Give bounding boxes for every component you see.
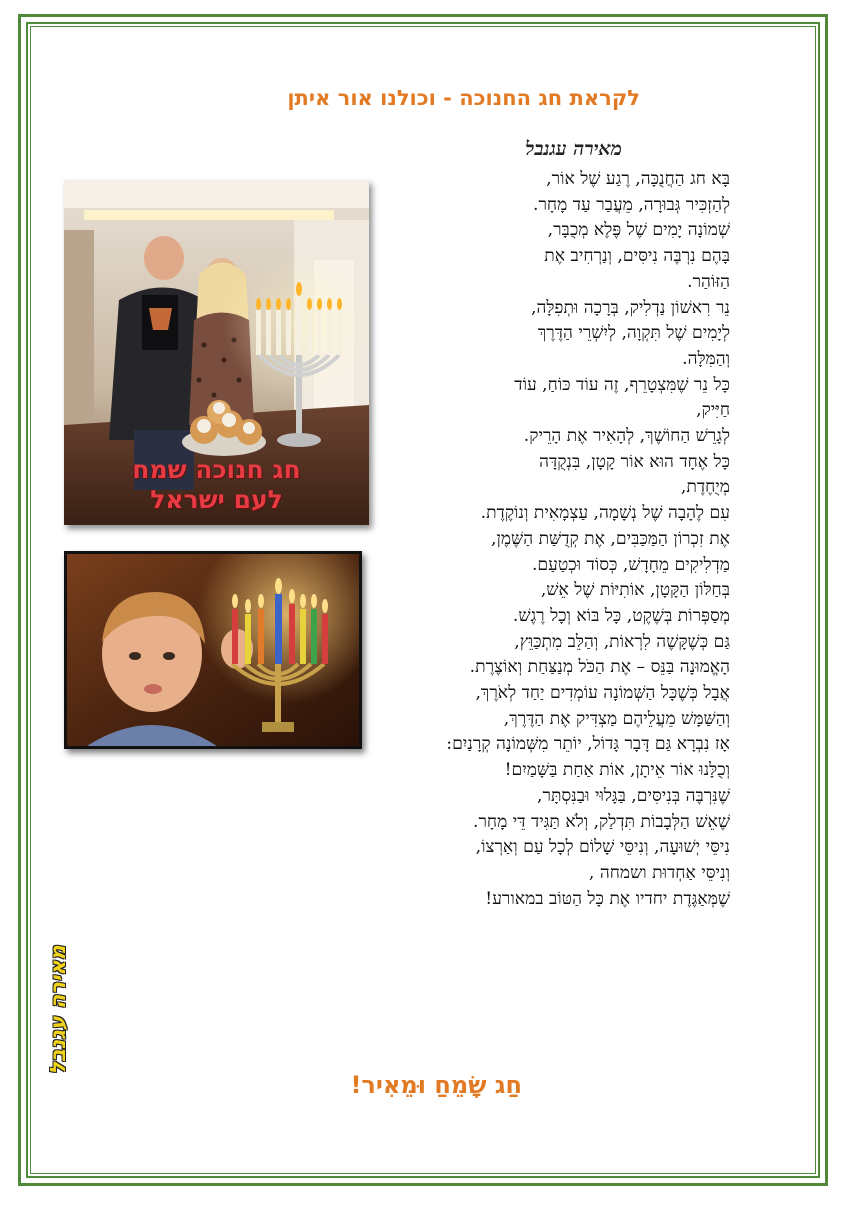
poem-line: מַדְלִיקִים מֵחָדָשׁ, כְּסוֹד וּכְטַעַם. [531, 554, 730, 575]
vertical-signature-text: מאירה עגנבל [46, 945, 70, 1075]
poem-line: שֶׁמְּאַגֶּדֶת יחדיו אֶת כָּל הַטּוֹב במאורע! [485, 888, 730, 909]
poem-line: וְהַמִּלָּה. [682, 348, 730, 369]
photo-caption-line-2: לעם ישראל [150, 485, 283, 514]
closing-greeting: חַג שָׂמֵחַ וּמֵאִיר! [350, 1071, 522, 1099]
poem-line: אֲבָל כְּשֶׁכָּל הַשְּׁמוֹנָה עוֹמְדִים יַחַד לְאֹרֶךְ, [475, 683, 730, 704]
poem-line: נֵר רִאשׁוֹן נַדְלִיק, בְּרָכָה וּתְפִלָּה, [531, 297, 730, 318]
poem-line: גַּם כְּשֶׁקָּשֶׁה לִרְאוֹת, וְהַלֵּב מִתְכַּוֵּץ, [514, 631, 730, 652]
poem-line: לְיָמִים שֶׁל תִּקְוָה, לְיִשְׁרֵי הַדֶּרֶךְ [537, 323, 730, 344]
poem-line: שֶׁנִּרְבֶּה בְּנִיסִּים, בַּגָּלוּי וּבַנִּסְתָּר, [537, 785, 730, 806]
poem-line: לְגָרֵשׁ הַחוֹשֶׁךְ, לְהָאִיר אֶת הָרֵיק. [523, 426, 730, 447]
author-name: מאירה עגנבל [525, 138, 622, 160]
poem-line: בָּהֶם נִרְבֶּה נִיסִּים, וְנַרְחִיב אֶת [544, 246, 730, 267]
vertical-signature [38, 940, 78, 1080]
poem-line: וְנִיסֵּי אַחְדוּת ושמחה , [588, 862, 730, 883]
page-title: לקראת חג החנוכה - וכולנו אור איתן [287, 86, 640, 110]
poem-line: בְּחַלּוֹן הַקָּטָן, אוֹתִיּוֹת שֶׁל אֵשׁ, [540, 580, 730, 601]
poem-line: חַיִּיק, [696, 400, 730, 421]
poem-line: מְיֻחֶדֶת, [680, 477, 730, 498]
poem-line: עִם לֶהָבָה שֶׁל נְשָׁמָה, עַצְמָאִית וְנוֹקֶדֶת. [480, 503, 730, 524]
poem-line: וְהַשַּׁמָּשׁ מֵעֲלֵיהֶם מַצְדִּיק אֶת הַדֶּרֶךְ, [503, 708, 730, 729]
photo-caption-line-1: חג חנוכה שמח [132, 455, 301, 484]
poem-line: שֶׁאֵשׁ הַלְּבָבוֹת תִּדְלַק, וְלֹא תַּגִּיד דֵּי מָחָר. [473, 811, 730, 832]
poem-line: אֶת זִכְרוֹן הַמַּכַּבִּים, אֶת קְדֻשַּׁת הַשֶּׁמֶן, [491, 528, 730, 549]
poem-line: וְכֻלָּנוּ אוֹר אֵיתָן, אוֹת אַחַת בַּשָּׁמַיִם! [504, 760, 730, 781]
poem-body [318, 167, 730, 912]
poem-line: לְהַזְכִּיר גְּבוּרָה, מֵעֲבַר עַד מָחָר. [533, 194, 730, 215]
child-photo-illustration [67, 554, 359, 746]
poem-line: כָּל אֶחָד הוּא אוֹר קָטָן, בִּנְקֻדָּה [539, 451, 730, 472]
poem-line: אָז נִבְרָא גַּם דָּבָר גָּדוֹל, יוֹתֵר מִשְּׁמוֹנָה קְרָנַיִם: [446, 734, 730, 755]
poem-line: מְסַפְּרוֹת בְּשֶׁקֶט, כָּל בּוֹא וְכָל רֶגֶשׁ. [512, 605, 730, 626]
poem-line: הַזּוֹהַר. [687, 271, 730, 292]
poem-line: שְׁמוֹנָה יָמִים שֶׁל פֶּלֶא מְכֻבָּר, [547, 220, 730, 241]
poem-line: כָּל נֵר שֶׁמִּצְטָרֵף, זֶה עוֹד כּוֹחַ, עוֹד [514, 374, 730, 395]
poem-line: נִיסֵּי יְשׁוּעָה, וְנִיסֵּי שָׁלוֹם לְכָל עַם וְאַרְצוֹ, [475, 837, 730, 858]
poem-line: בָּא חג הַחֲנֻכָּה, רֶגַע שֶׁל אוֹר, [546, 169, 730, 189]
poem-line: הָאֱמוּנָה בַּנֵּס – אֶת הַכֹּל מְנַצַּחַת וְאוֹצֶרֶת. [469, 657, 730, 678]
